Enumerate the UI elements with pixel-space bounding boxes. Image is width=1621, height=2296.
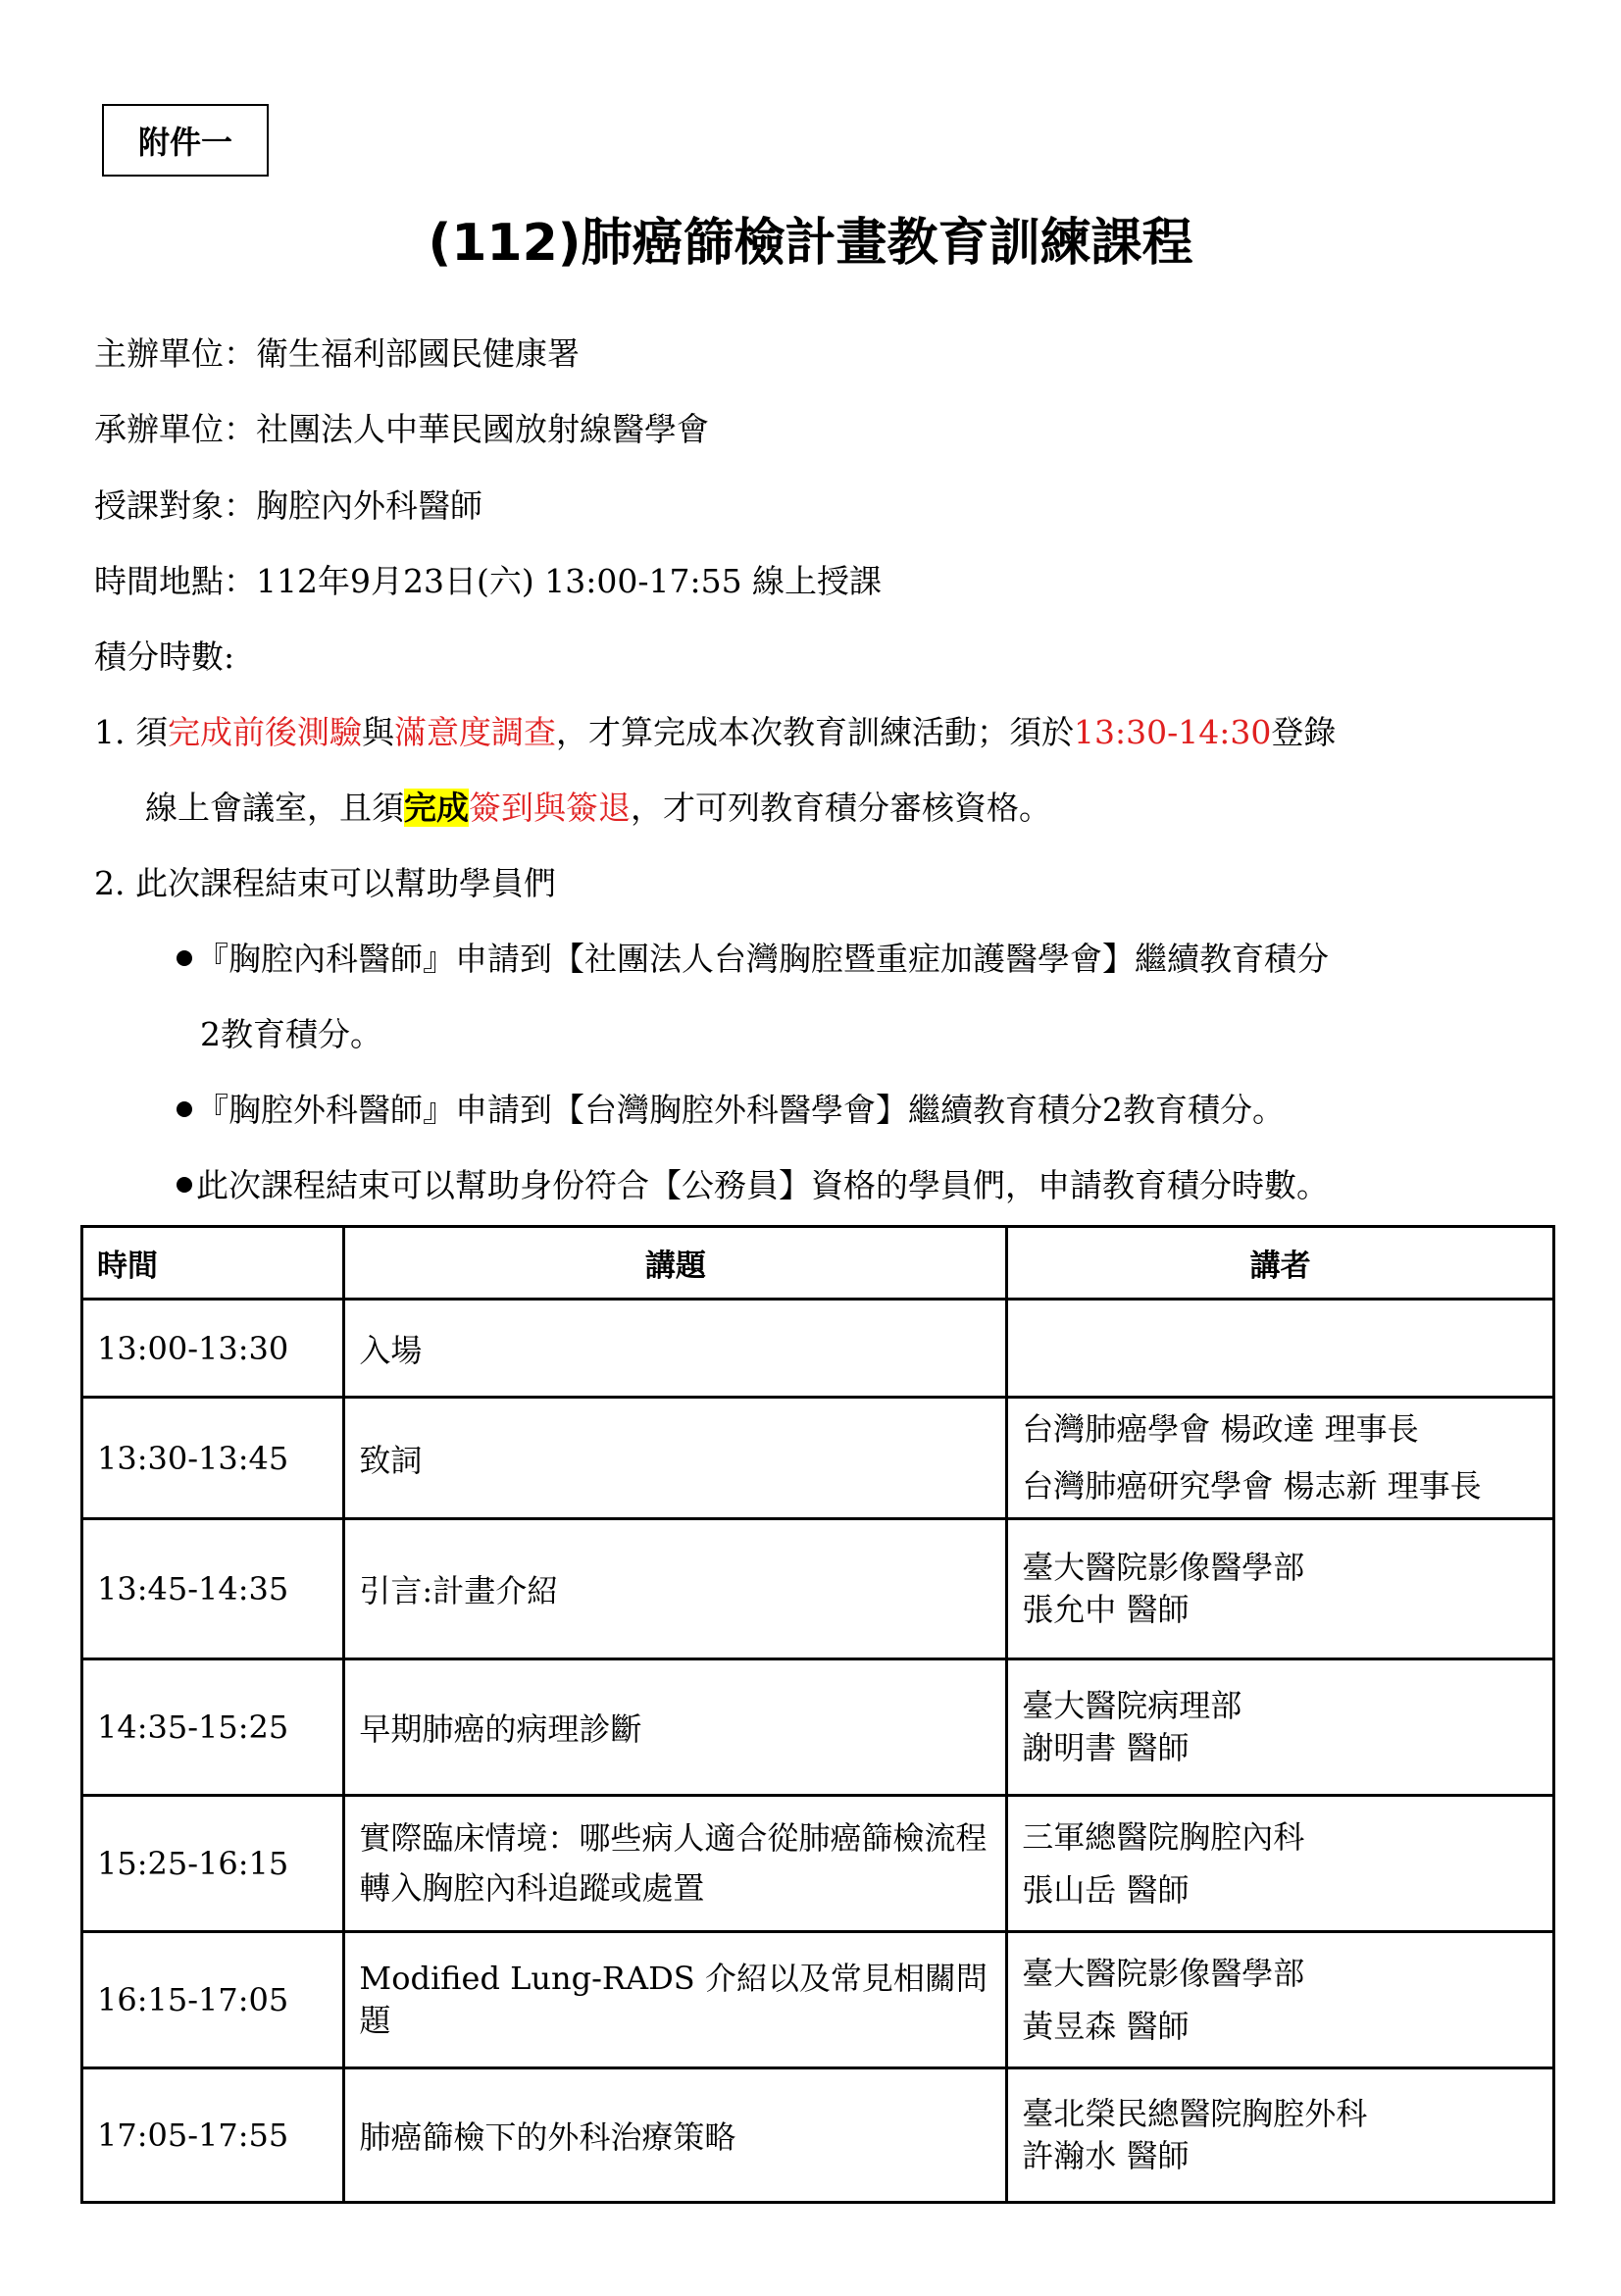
audience: 授課對象：胸腔內外科醫師: [94, 486, 482, 525]
cell-speaker: [1007, 1659, 1554, 1796]
bullet-icon: [177, 950, 192, 966]
note-1-red-time: 13:30-14:30: [1073, 713, 1272, 751]
annex-label: 附件一: [102, 104, 269, 177]
speaker-line: 臺大醫院影像醫學部: [1022, 1954, 1305, 1992]
speaker-line: 臺北榮民總醫院胸腔外科: [1022, 2094, 1368, 2132]
cell-time: 14:35-15:25: [82, 1659, 344, 1796]
header-speaker: 講者: [1007, 1227, 1554, 1300]
cell-speaker: [1007, 1519, 1554, 1659]
header-topic: 講題: [344, 1227, 1007, 1300]
note-2-bullet-3: [177, 1160, 1329, 1206]
cell-topic: Modified Lung-RADS 介紹以及常見相關問題: [344, 1932, 1007, 2068]
cell-topic: 致詞: [344, 1398, 1007, 1519]
note-1-red-text: 簽到與簽退: [469, 789, 631, 827]
table-row: [82, 2068, 1554, 2203]
note-1-line-2-suffix: ，才可列教育積分審核資格。: [631, 789, 1051, 827]
cell-topic: 入場: [344, 1300, 1007, 1398]
cell-speaker: [1007, 1300, 1554, 1398]
header-time: 時間: [82, 1227, 344, 1300]
note-1-highlight: 完成: [404, 789, 469, 827]
note-1-prefix: 1. 須: [94, 713, 168, 751]
cell-time: 13:00-13:30: [82, 1300, 344, 1398]
organizer: 主辦單位：衛生福利部國民健康署: [94, 334, 580, 373]
note-2-bullet-2: [177, 1085, 1285, 1131]
speaker-line: 台灣肺癌研究學會 楊志新 理事長: [1022, 1466, 1482, 1505]
note-1-red-text: 完成前後測驗: [167, 713, 362, 751]
cell-time: 17:05-17:55: [82, 2068, 344, 2203]
cell-time: 15:25-16:15: [82, 1796, 344, 1932]
cell-speaker: [1007, 2068, 1554, 2203]
coorganizer: 承辦單位：社團法人中華民國放射線醫學會: [94, 410, 709, 448]
cell-time: 13:45-14:35: [82, 1519, 344, 1659]
note-1-suffix: 登錄: [1271, 713, 1337, 751]
cell-time: 16:15-17:05: [82, 1932, 344, 2068]
table-header-row: [82, 1227, 1554, 1300]
speaker-line: 張允中 醫師: [1022, 1591, 1190, 1628]
table-row: [82, 1659, 1554, 1796]
schedule-table: [80, 1225, 1555, 2204]
note-2-bullet-3-text: 此次課程結束可以幫助身份符合【公務員】資格的學員們，申請教育積分時數。: [196, 1166, 1329, 1204]
note-2-bullet-1-cont: 2教育積分。: [200, 1015, 382, 1053]
cell-speaker: [1007, 1398, 1554, 1519]
cell-topic: 早期肺癌的病理診斷: [344, 1659, 1007, 1796]
bullet-icon: [177, 1101, 192, 1117]
cell-topic: 肺癌篩檢下的外科治療策略: [344, 2068, 1007, 2203]
note-1-line-2: [145, 783, 1051, 829]
speaker-line: 許瀚水 醫師: [1022, 2137, 1190, 2174]
document-title: (112)肺癌篩檢計畫教育訓練課程: [428, 214, 1193, 273]
note-1-line-1: [94, 707, 1336, 753]
note-2-bullet-1: [177, 934, 1329, 980]
table-row: [82, 1519, 1554, 1659]
table-row: [82, 1300, 1554, 1398]
note-1-mid: ，才算完成本次教育訓練活動；須於: [555, 713, 1074, 751]
speaker-line: 三軍總醫院胸腔內科: [1022, 1817, 1305, 1856]
speaker-line: 黃昱森 醫師: [1022, 2008, 1190, 2045]
speaker-line: 張山岳 醫師: [1022, 1871, 1190, 1909]
credits-heading: 積分時數:: [94, 638, 235, 676]
speaker-line: 臺大醫院影像醫學部: [1022, 1548, 1305, 1586]
speaker-line: 謝明書 醫師: [1022, 1729, 1190, 1766]
cell-topic: 實際臨床情境：哪些病人適合從肺癌篩檢流程轉入胸腔內科追蹤或處置: [344, 1796, 1007, 1932]
table-row: [82, 1932, 1554, 2068]
cell-speaker: [1007, 1796, 1554, 1932]
note-1-line-2-pre: 線上會議室，且須: [145, 789, 404, 827]
note-2-heading: 2. 此次課程結束可以幫助學員們: [94, 864, 556, 902]
cell-time: 13:30-13:45: [82, 1398, 344, 1519]
speaker-line: 臺大醫院病理部: [1022, 1686, 1242, 1724]
bullet-icon: [177, 1177, 192, 1193]
note-1-red-text: 滿意度調查: [393, 713, 556, 751]
time-place: 時間地點：112年9月23日(六) 13:00-17:55 線上授課: [94, 562, 883, 600]
cell-speaker: [1007, 1932, 1554, 2068]
note-2-bullet-1-text: 『胸腔內科醫師』申請到【社團法人台灣胸腔暨重症加護醫學會】繼續教育積分: [196, 940, 1329, 978]
note-2-bullet-2-text: 『胸腔外科醫師』申請到【台灣胸腔外科醫學會】繼續教育積分2教育積分。: [196, 1091, 1285, 1129]
note-1-and: 與: [361, 713, 394, 751]
cell-topic: 引言:計畫介紹: [344, 1519, 1007, 1659]
table-row: [82, 1796, 1554, 1932]
speaker-line: 台灣肺癌學會 楊政達 理事長: [1022, 1409, 1419, 1448]
table-row: [82, 1398, 1554, 1519]
